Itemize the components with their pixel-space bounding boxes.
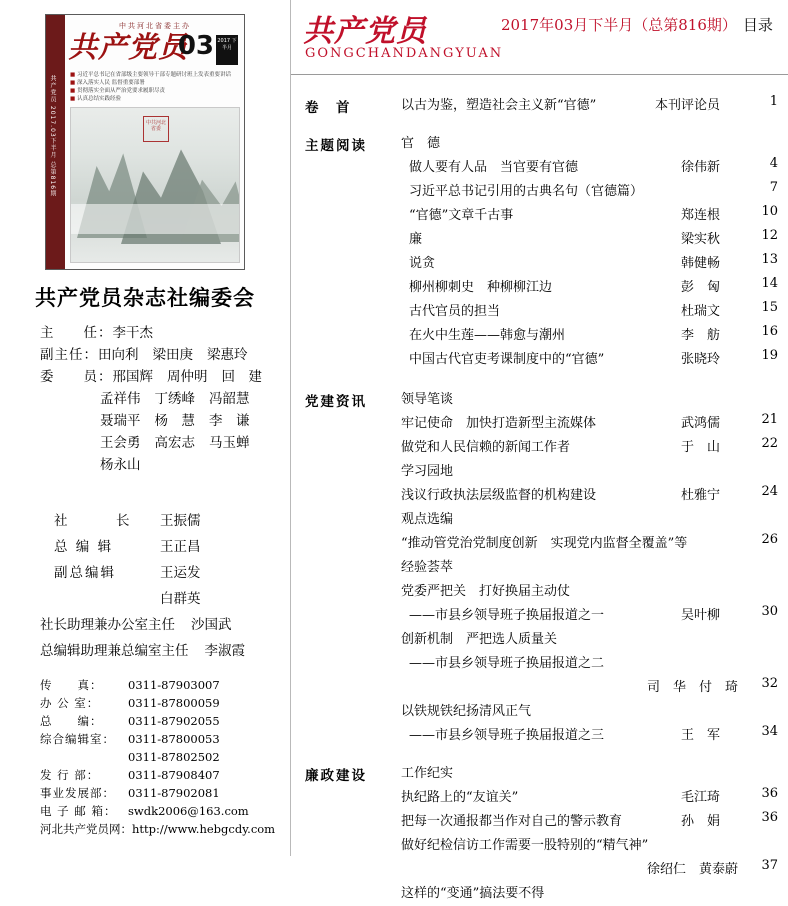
contact-row	[40, 820, 282, 838]
entry-title: 观点选编	[401, 512, 454, 527]
entry-title: ——市县乡领导班子换届报道之一	[409, 608, 605, 623]
entry-author: 吴叶柳	[680, 608, 720, 623]
table-of-contents	[291, 82, 788, 901]
entry-title: 工作纪实	[401, 766, 454, 781]
entry-page: 32	[761, 676, 778, 691]
entry-title: 这样的“变通”搞法要不得	[401, 886, 545, 901]
contact-row	[40, 730, 282, 748]
cover-issue-number: 03	[177, 31, 214, 61]
toc-entry[interactable]	[291, 300, 788, 324]
contact-row	[40, 712, 282, 730]
entry-title: 以古为鉴，塑造社会主义新“官德”	[401, 98, 597, 113]
entry-title: 柳州柳刺史 种柳柳江边	[409, 280, 553, 295]
email-value[interactable]: swdk2006@163.com	[128, 804, 249, 818]
entry-page: 36	[761, 786, 778, 801]
cover-bullet: ■ 认真总结实践经验	[70, 95, 238, 103]
section-heading: 主题阅读	[305, 138, 367, 154]
cover-badge: 2017 下半月	[216, 35, 238, 65]
toc-entry[interactable]	[291, 676, 788, 700]
masthead-pinyin: GONGCHANDANGYUAN	[305, 46, 504, 61]
contact-label: 事业发展部：	[40, 786, 115, 800]
contact-label: 传 真：	[40, 678, 103, 692]
toc-entry[interactable]	[291, 204, 788, 228]
editorial-board-list	[40, 322, 278, 476]
contact-value: 0311-87903007	[128, 678, 220, 692]
entry-author: 武鸿儒	[680, 416, 720, 431]
staff-row	[40, 410, 278, 432]
entry-page: 36	[761, 810, 778, 825]
cover-spine	[46, 15, 65, 269]
staff-name: 梁惠玲	[207, 347, 248, 363]
masthead-title: 共产党员	[303, 14, 427, 49]
entry-page: 12	[761, 228, 778, 243]
entry-title: 创新机制 严把选人质量关	[401, 632, 558, 647]
staff-name: 田向利	[98, 347, 139, 363]
staff-name: 马玉蝉	[209, 435, 250, 451]
entry-title: 说贪	[409, 256, 436, 271]
staff-name: 梁田庚	[152, 347, 193, 363]
entry-page: 15	[761, 300, 778, 315]
entry-page: 7	[769, 180, 778, 195]
contact-label: 电 子 邮 箱：	[40, 804, 117, 818]
cover-bullet: ■ 深入落实人民 监督重要部署	[70, 79, 238, 87]
staff-name: 丁绣峰	[154, 391, 195, 407]
entry-title: 经验荟萃	[401, 560, 454, 575]
cover-landscape-photo	[70, 107, 240, 263]
entry-author: 于 山	[680, 440, 720, 455]
magazine-cover-image	[45, 14, 245, 270]
entry-page: 14	[761, 276, 778, 291]
cover-spine-text: 共产党员 2017.03下半月 总第816期	[49, 75, 56, 198]
entry-title: 做好纪检信访工作需要一股特别的“精气神”	[401, 838, 649, 853]
entry-page: 24	[761, 484, 778, 499]
toc-entry[interactable]	[291, 348, 788, 372]
toc-label: 目录	[742, 16, 773, 34]
staff-row	[40, 366, 278, 388]
contact-value: 0311-87802502	[128, 750, 220, 764]
entry-author: 徐伟新	[680, 160, 720, 175]
staff-label: 主 任：	[40, 325, 113, 341]
entry-title: “官德”文章千古事	[409, 208, 514, 223]
title-row	[40, 586, 278, 612]
toc-entry[interactable]	[291, 508, 788, 532]
title-name: 王正昌	[160, 539, 201, 555]
section-heading: 卷 首	[305, 100, 352, 116]
entry-title: 把每一次通报都当作对自己的警示教育	[401, 814, 623, 829]
title-label: 社 长	[54, 513, 132, 529]
toc-entry[interactable]	[291, 810, 788, 834]
entry-author: 杜雅宁	[680, 488, 720, 503]
entry-author: 孙 娟	[680, 814, 720, 829]
contact-value: 0311-87908407	[128, 768, 220, 782]
entry-author: 本刊评论员	[654, 98, 720, 113]
contact-label: 办 公 室：	[40, 696, 100, 710]
staff-name: 李干杰	[112, 325, 153, 341]
toc-entry[interactable]	[291, 252, 788, 276]
staff-name: 杨永山	[100, 457, 141, 473]
staff-name: 聂瑞平	[100, 413, 141, 429]
title-row	[40, 638, 278, 664]
title-label: 总编辑助理兼总编室主任	[40, 643, 189, 659]
entry-title: 执纪路上的“友谊关”	[401, 790, 519, 805]
staff-row	[40, 344, 278, 366]
staff-name: 高宏志	[154, 435, 195, 451]
entry-title: 古代官员的担当	[409, 304, 501, 319]
cover-top-line: 中共河北省委主办	[119, 22, 191, 30]
toc-entry[interactable]	[291, 276, 788, 300]
toc-entry[interactable]	[291, 786, 788, 810]
entry-title: 党委严把关 打好换届主动仗	[401, 584, 571, 599]
entry-author: 杜瑞文	[680, 304, 720, 319]
cover-title: 共产党员	[68, 30, 189, 64]
entry-page: 1	[769, 94, 778, 109]
toc-entry[interactable]	[291, 580, 788, 604]
staff-row	[40, 454, 278, 476]
staff-row	[40, 432, 278, 454]
entry-page: 30	[761, 604, 778, 619]
staff-name: 邢国辉	[112, 369, 153, 385]
entry-page: 21	[761, 412, 778, 427]
toc-entry[interactable]	[291, 700, 788, 724]
title-name: 白群英	[160, 591, 201, 607]
entry-page: 26	[761, 532, 778, 547]
toc-entry[interactable]	[291, 628, 788, 652]
toc-entry[interactable]	[291, 882, 788, 906]
website-link[interactable]: 河北共产党员网：http://www.hebgcdy.com	[40, 822, 276, 836]
toc-entry[interactable]	[291, 132, 788, 156]
title-name: 王振儒	[160, 513, 201, 529]
entry-title: 领导笔谈	[401, 392, 454, 407]
entry-author: 李 舫	[680, 328, 720, 343]
toc-entry[interactable]	[291, 652, 788, 676]
entry-page: 16	[761, 324, 778, 339]
staff-name: 回 建	[221, 369, 262, 385]
cover-bullet-list	[70, 71, 238, 103]
entry-page: 10	[761, 204, 778, 219]
entry-page: 4	[769, 156, 778, 171]
staff-row	[40, 322, 278, 344]
staff-name: 杨 慧	[154, 413, 195, 429]
toc-entry[interactable]	[291, 388, 788, 412]
entry-title: 官 德	[401, 136, 441, 151]
staff-name: 李 谦	[209, 413, 250, 429]
title-row	[40, 560, 278, 586]
entry-author: 毛江琦	[680, 790, 720, 805]
title-name: 沙国武	[191, 617, 232, 633]
section-heading: 党建资讯	[305, 394, 367, 410]
toc-section-juanshou	[291, 82, 788, 118]
toc-section-dangjianzixun	[291, 388, 788, 748]
staff-label: 委 员：	[40, 369, 113, 385]
staff-name: 冯韶慧	[209, 391, 250, 407]
contact-row	[40, 748, 282, 766]
entry-title: “推动管党治党制度创新 实现党内监督全覆盖”等	[401, 536, 688, 551]
toc-entry[interactable]	[291, 94, 788, 118]
entry-page: 37	[761, 858, 778, 873]
toc-entry[interactable]	[291, 762, 788, 786]
toc-section-zhutiyuedu	[291, 132, 788, 372]
cover-bullet: ■ 习近平总书记在省部级主要领导干部专题研讨班上发表重要讲话	[70, 71, 238, 79]
staff-name: 王会勇	[100, 435, 141, 451]
toc-entry[interactable]	[291, 604, 788, 628]
right-column	[291, 0, 788, 901]
left-column	[0, 0, 291, 856]
entry-author: 徐绍仁 黄泰蔚	[646, 862, 738, 877]
toc-entry[interactable]	[291, 834, 788, 858]
contact-row	[40, 694, 282, 712]
cover-seal: 中共河北省委	[143, 116, 169, 142]
entry-author: 张晓玲	[680, 352, 720, 367]
contact-row	[40, 802, 282, 820]
entry-title: 牢记使命 加快打造新型主流媒体	[401, 416, 597, 431]
toc-entry[interactable]	[291, 724, 788, 748]
toc-entry[interactable]	[291, 532, 788, 556]
staff-name: 孟祥伟	[100, 391, 141, 407]
mist-band	[71, 204, 239, 234]
toc-entry[interactable]	[291, 460, 788, 484]
title-name: 王运发	[160, 565, 201, 581]
entry-title: 习近平总书记引用的古典名句（官德篇）	[409, 184, 644, 199]
toc-entry[interactable]	[291, 156, 788, 180]
title-row	[40, 534, 278, 560]
entry-author: 梁实秋	[680, 232, 720, 247]
contact-value: 0311-87800053	[128, 732, 220, 746]
contact-value: 0311-87902081	[128, 786, 220, 800]
contact-value: 0311-87800059	[128, 696, 220, 710]
entry-title: 在火中生莲——韩愈与潮州	[409, 328, 566, 343]
toc-entry[interactable]	[291, 180, 788, 204]
entry-author: 彭 匈	[680, 280, 720, 295]
toc-entry[interactable]	[291, 484, 788, 508]
cover-bullet: ■ 贯彻落实全面从严治党要求履职尽责	[70, 87, 238, 95]
staff-row	[40, 388, 278, 410]
contact-row	[40, 676, 282, 694]
entry-title: 中国古代官吏考课制度中的“官德”	[409, 352, 605, 367]
title-row	[40, 612, 278, 638]
contact-label: 总 编：	[40, 714, 103, 728]
entry-title: 做党和人民信赖的新闻工作者	[401, 440, 571, 455]
title-row	[40, 508, 278, 534]
leadership-title-list	[40, 508, 278, 664]
title-label: 副总编辑	[54, 565, 116, 581]
entry-title: 学习园地	[401, 464, 454, 479]
title-label: 总 编 辑	[54, 539, 114, 555]
toc-entry[interactable]	[291, 228, 788, 252]
entry-title: 以铁规铁纪扬清风正气	[401, 704, 532, 719]
section-heading: 廉政建设	[305, 768, 367, 784]
toc-entry[interactable]	[291, 324, 788, 348]
contact-info-list	[40, 676, 282, 838]
entry-title: 廉	[409, 232, 423, 247]
contact-row	[40, 784, 282, 802]
entry-title: ——市县乡领导班子换届报道之三	[409, 728, 605, 743]
contact-label: 发 行 部：	[40, 768, 100, 782]
contact-row	[40, 766, 282, 784]
staff-label: 副主任：	[40, 347, 98, 363]
entry-page: 22	[761, 436, 778, 451]
entry-title: ——市县乡领导班子换届报道之二	[409, 656, 605, 671]
masthead-issue	[501, 14, 773, 35]
toc-section-lianzhengjianshe	[291, 762, 788, 906]
issue-text: 2017年03月下半月（总第816期）	[501, 16, 737, 34]
contact-value: 0311-87902055	[128, 714, 220, 728]
toc-entry[interactable]	[291, 556, 788, 580]
entry-title: 做人要有人品 当官要有官德	[409, 160, 579, 175]
toc-entry[interactable]	[291, 436, 788, 460]
entry-author: 韩健畅	[680, 256, 720, 271]
entry-page: 13	[761, 252, 778, 267]
entry-author: 王 军	[680, 728, 720, 743]
contact-label: 综合编辑室：	[40, 732, 115, 746]
entry-author: 郑连根	[680, 208, 720, 223]
toc-entry[interactable]	[291, 858, 788, 882]
masthead	[291, 0, 788, 75]
entry-page: 34	[761, 724, 778, 739]
entry-title: 浅议行政执法层级监督的机构建设	[401, 488, 597, 503]
page-title: 共产党员杂志社编委会	[35, 285, 255, 310]
title-label: 社长助理兼办公室主任	[40, 617, 175, 633]
toc-entry[interactable]	[291, 412, 788, 436]
entry-author: 司 华 付 琦	[646, 680, 738, 695]
entry-page: 19	[761, 348, 778, 363]
staff-name: 周仲明	[167, 369, 208, 385]
title-name: 李淑霞	[204, 643, 245, 659]
